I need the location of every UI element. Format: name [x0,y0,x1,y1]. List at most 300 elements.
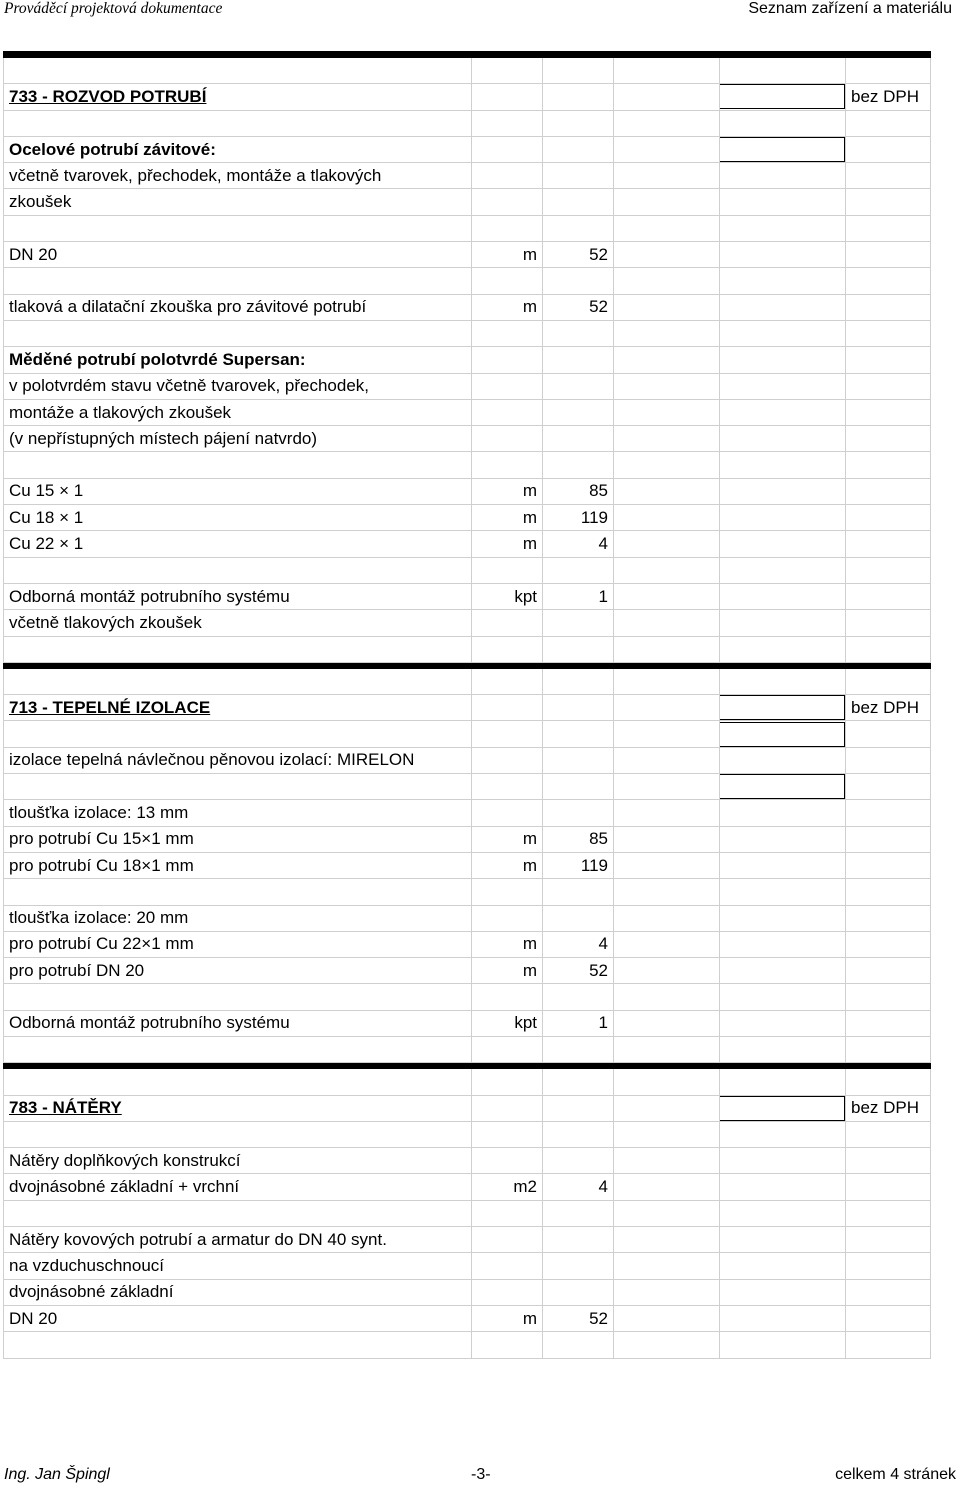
empty-cell [846,958,931,984]
empty-cell [472,610,543,636]
empty-cell [846,478,931,504]
item-description: Ocelové potrubí závitové: [4,136,472,162]
empty-cell [614,426,720,452]
price-box-frame [719,84,845,109]
table-row [4,1069,931,1095]
table-row [4,636,931,662]
empty-cell [846,189,931,215]
empty-cell [4,721,472,747]
empty-cell [846,1227,931,1253]
empty-cell [472,800,543,826]
empty-cell [720,294,846,320]
empty-cell [614,1332,720,1358]
empty-cell [614,347,720,373]
empty-cell [472,189,543,215]
empty-cell [543,268,614,294]
empty-cell [846,1148,931,1174]
section-header-row [4,84,931,110]
table-row [4,557,931,583]
empty-cell [472,1227,543,1253]
item-unit: kpt [472,583,543,609]
empty-cell [846,800,931,826]
empty-cell [720,1069,846,1095]
table-row [4,879,931,905]
empty-cell [4,636,472,662]
empty-cell [4,58,472,84]
empty-cell [543,905,614,931]
empty-cell [720,610,846,636]
item-description: pro potrubí Cu 22×1 mm [4,931,472,957]
empty-cell [720,163,846,189]
empty-cell [472,373,543,399]
table-row [4,610,931,636]
empty-cell [543,1332,614,1358]
empty-cell [543,1095,614,1121]
item-row [4,583,931,609]
empty-cell [4,452,472,478]
item-row [4,1010,931,1036]
section-title: 733 - ROZVOD POTRUBÍ [4,84,472,110]
table-row [4,110,931,136]
empty-cell [614,505,720,531]
table-row [4,373,931,399]
item-description: Odborná montáž potrubního systému [4,583,472,609]
item-quantity: 52 [543,958,614,984]
empty-cell [472,1332,543,1358]
equipment-table [3,51,931,1359]
empty-cell [846,347,931,373]
empty-cell [720,531,846,557]
empty-cell [543,774,614,800]
empty-cell [543,320,614,346]
empty-cell [614,879,720,905]
table-row [4,1253,931,1279]
empty-cell [472,215,543,241]
empty-cell [543,1227,614,1253]
empty-cell [543,215,614,241]
empty-cell [846,242,931,268]
empty-cell [720,1036,846,1062]
item-unit: m [472,958,543,984]
empty-cell [614,110,720,136]
item-quantity: 52 [543,1305,614,1331]
empty-cell [720,826,846,852]
empty-cell [614,774,720,800]
empty-cell [4,215,472,241]
empty-cell [720,931,846,957]
empty-cell [720,747,846,773]
empty-cell [846,1010,931,1036]
item-unit: kpt [472,1010,543,1036]
empty-cell [614,1036,720,1062]
item-description: Nátěry doplňkových konstrukcí [4,1148,472,1174]
item-row [4,1174,931,1200]
item-quantity: 4 [543,1174,614,1200]
empty-cell [720,347,846,373]
empty-cell [614,189,720,215]
item-description: tloušťka izolace: 13 mm [4,800,472,826]
empty-cell [846,747,931,773]
empty-cell [720,505,846,531]
empty-cell [846,1121,931,1147]
empty-cell [846,668,931,694]
empty-cell [846,721,931,747]
table-row [4,426,931,452]
empty-cell [472,1121,543,1147]
empty-cell [720,320,846,346]
empty-cell [472,163,543,189]
empty-cell [720,1279,846,1305]
empty-cell [472,747,543,773]
empty-cell [720,958,846,984]
empty-cell [846,774,931,800]
empty-cell [4,879,472,905]
empty-cell [4,110,472,136]
empty-cell [614,747,720,773]
empty-cell [472,399,543,425]
table-row [4,399,931,425]
empty-cell [472,347,543,373]
item-unit: m [472,1305,543,1331]
empty-cell [846,1174,931,1200]
empty-cell [846,610,931,636]
item-description: (v nepřístupných místech pájení natvrdo) [4,426,472,452]
item-description: Měděné potrubí polotvrdé Supersan: [4,347,472,373]
empty-cell [543,1036,614,1062]
empty-cell [614,136,720,162]
item-description: včetně tvarovek, přechodek, montáže a tlakových [4,163,472,189]
table-row [4,668,931,694]
empty-cell [543,984,614,1010]
empty-cell [472,668,543,694]
empty-cell [846,1332,931,1358]
empty-cell [472,1148,543,1174]
empty-cell [614,399,720,425]
empty-cell [4,1332,472,1358]
empty-cell [543,610,614,636]
table-row [4,268,931,294]
table-row [4,1279,931,1305]
item-unit: m [472,826,543,852]
empty-cell [720,399,846,425]
empty-cell [846,1279,931,1305]
empty-cell [614,1174,720,1200]
empty-cell [472,426,543,452]
empty-cell [614,215,720,241]
empty-cell [472,557,543,583]
empty-cell [614,242,720,268]
empty-cell [472,84,543,110]
price-box-frame [719,774,845,799]
item-description: montáže a tlakových zkoušek [4,399,472,425]
price-input-box [720,136,846,162]
empty-cell [846,1069,931,1095]
table-row [4,984,931,1010]
table-row [4,320,931,346]
empty-cell [614,1279,720,1305]
item-unit: m [472,531,543,557]
table-row [4,58,931,84]
empty-cell [720,1200,846,1226]
empty-cell [720,373,846,399]
empty-cell [543,373,614,399]
table-row [4,721,931,747]
empty-cell [614,1010,720,1036]
empty-cell [543,399,614,425]
empty-cell [614,905,720,931]
empty-cell [543,1253,614,1279]
empty-cell [543,1121,614,1147]
empty-cell [846,268,931,294]
empty-cell [472,1253,543,1279]
empty-cell [846,452,931,478]
empty-cell [472,268,543,294]
item-unit: m [472,505,543,531]
empty-cell [846,1200,931,1226]
item-quantity: 85 [543,826,614,852]
item-description: DN 20 [4,242,472,268]
empty-cell [846,58,931,84]
empty-cell [472,110,543,136]
empty-cell [4,774,472,800]
empty-cell [543,1200,614,1226]
empty-cell [4,1121,472,1147]
empty-cell [543,557,614,583]
price-box-frame [719,1096,845,1121]
empty-cell [472,1200,543,1226]
item-description: DN 20 [4,1305,472,1331]
empty-cell [614,931,720,957]
empty-cell [614,1069,720,1095]
item-quantity: 4 [543,531,614,557]
empty-cell [614,852,720,878]
item-quantity: 52 [543,242,614,268]
item-description: tloušťka izolace: 20 mm [4,905,472,931]
empty-cell [614,58,720,84]
empty-cell [846,294,931,320]
empty-cell [614,557,720,583]
empty-cell [846,136,931,162]
empty-cell [846,1305,931,1331]
empty-cell [614,1148,720,1174]
empty-cell [543,668,614,694]
empty-cell [472,1279,543,1305]
item-quantity: 1 [543,1010,614,1036]
empty-cell [720,984,846,1010]
empty-cell [846,1036,931,1062]
empty-cell [472,984,543,1010]
empty-cell [720,1010,846,1036]
empty-cell [846,531,931,557]
empty-cell [846,163,931,189]
empty-cell [472,320,543,346]
item-description: včetně tlakových zkoušek [4,610,472,636]
empty-cell [614,478,720,504]
empty-cell [720,557,846,583]
empty-cell [614,531,720,557]
table-row [4,347,931,373]
item-unit: m2 [472,1174,543,1200]
empty-cell [472,58,543,84]
footer-author: Ing. Jan Špingl [4,1466,110,1483]
item-unit: m [472,242,543,268]
item-quantity: 4 [543,931,614,957]
item-description: Cu 22 × 1 [4,531,472,557]
empty-cell [846,399,931,425]
empty-cell [4,1036,472,1062]
item-row [4,294,931,320]
item-unit: m [472,478,543,504]
empty-cell [472,695,543,721]
empty-cell [614,636,720,662]
item-quantity: 85 [543,478,614,504]
item-row [4,852,931,878]
table-row [4,136,931,162]
item-row [4,478,931,504]
empty-cell [614,84,720,110]
item-description: Cu 18 × 1 [4,505,472,531]
item-unit: m [472,931,543,957]
empty-cell [472,879,543,905]
empty-cell [614,721,720,747]
empty-cell [4,1069,472,1095]
item-description: Nátěry kovových potrubí a armatur do DN 40 synt. [4,1227,472,1253]
empty-cell [472,774,543,800]
empty-cell [543,695,614,721]
empty-cell [543,110,614,136]
empty-cell [846,320,931,346]
price-label: bez DPH [846,84,931,110]
item-description: dvojnásobné základní [4,1279,472,1305]
table-row [4,1200,931,1226]
item-description: pro potrubí Cu 15×1 mm [4,826,472,852]
table-row [4,1121,931,1147]
empty-cell [720,426,846,452]
empty-cell [543,84,614,110]
item-description: pro potrubí Cu 18×1 mm [4,852,472,878]
section-header-row [4,1095,931,1121]
footer-page-count: celkem 4 stránek [835,1466,956,1483]
item-unit: m [472,294,543,320]
empty-cell [543,189,614,215]
empty-cell [720,215,846,241]
empty-cell [543,58,614,84]
empty-cell [543,800,614,826]
section-title: 713 - TEPELNÉ IZOLACE [4,695,472,721]
empty-cell [543,721,614,747]
empty-cell [543,879,614,905]
empty-cell [614,163,720,189]
price-input-box [720,695,846,721]
empty-cell [720,1305,846,1331]
empty-cell [720,242,846,268]
empty-cell [614,373,720,399]
empty-cell [4,557,472,583]
empty-cell [720,1174,846,1200]
empty-cell [720,668,846,694]
empty-cell [846,557,931,583]
empty-cell [720,58,846,84]
item-row [4,931,931,957]
price-input-box [720,1095,846,1121]
empty-cell [614,1095,720,1121]
price-box-frame [719,695,845,720]
table-row [4,905,931,931]
empty-cell [846,826,931,852]
empty-cell [472,636,543,662]
empty-cell [614,1227,720,1253]
table-row [4,800,931,826]
empty-cell [720,800,846,826]
empty-cell [543,747,614,773]
empty-cell [614,695,720,721]
empty-cell [614,984,720,1010]
header-left: Prováděcí projektová dokumentace [4,0,223,17]
table-row [4,1227,931,1253]
empty-cell [472,1069,543,1095]
empty-cell [720,268,846,294]
empty-cell [4,320,472,346]
empty-cell [614,268,720,294]
empty-cell [846,426,931,452]
empty-cell [720,636,846,662]
section-header-row [4,695,931,721]
empty-cell [543,426,614,452]
price-label: bez DPH [846,695,931,721]
empty-cell [720,1148,846,1174]
empty-cell [543,1148,614,1174]
item-description: tlaková a dilatační zkouška pro závitové potrubí [4,294,472,320]
empty-cell [614,826,720,852]
table-row [4,1036,931,1062]
empty-cell [614,294,720,320]
item-row [4,958,931,984]
empty-cell [4,668,472,694]
item-description: zkoušek [4,189,472,215]
empty-cell [720,879,846,905]
empty-cell [846,583,931,609]
empty-cell [846,215,931,241]
empty-cell [472,721,543,747]
empty-cell [720,189,846,215]
item-row [4,826,931,852]
empty-cell [543,136,614,162]
empty-cell [720,1332,846,1358]
empty-cell [614,452,720,478]
empty-cell [614,668,720,694]
empty-cell [846,931,931,957]
table-row [4,189,931,215]
item-unit: m [472,852,543,878]
item-row [4,531,931,557]
empty-cell [4,984,472,1010]
item-description: pro potrubí DN 20 [4,958,472,984]
item-quantity: 52 [543,294,614,320]
empty-cell [543,1279,614,1305]
empty-cell [614,1200,720,1226]
empty-cell [543,636,614,662]
empty-cell [614,800,720,826]
table-row [4,747,931,773]
empty-cell [846,984,931,1010]
empty-cell [543,347,614,373]
empty-cell [846,852,931,878]
empty-cell [472,452,543,478]
empty-cell [846,905,931,931]
header-right: Seznam zařízení a materiálu [748,0,952,17]
table-row [4,1148,931,1174]
empty-cell [720,905,846,931]
